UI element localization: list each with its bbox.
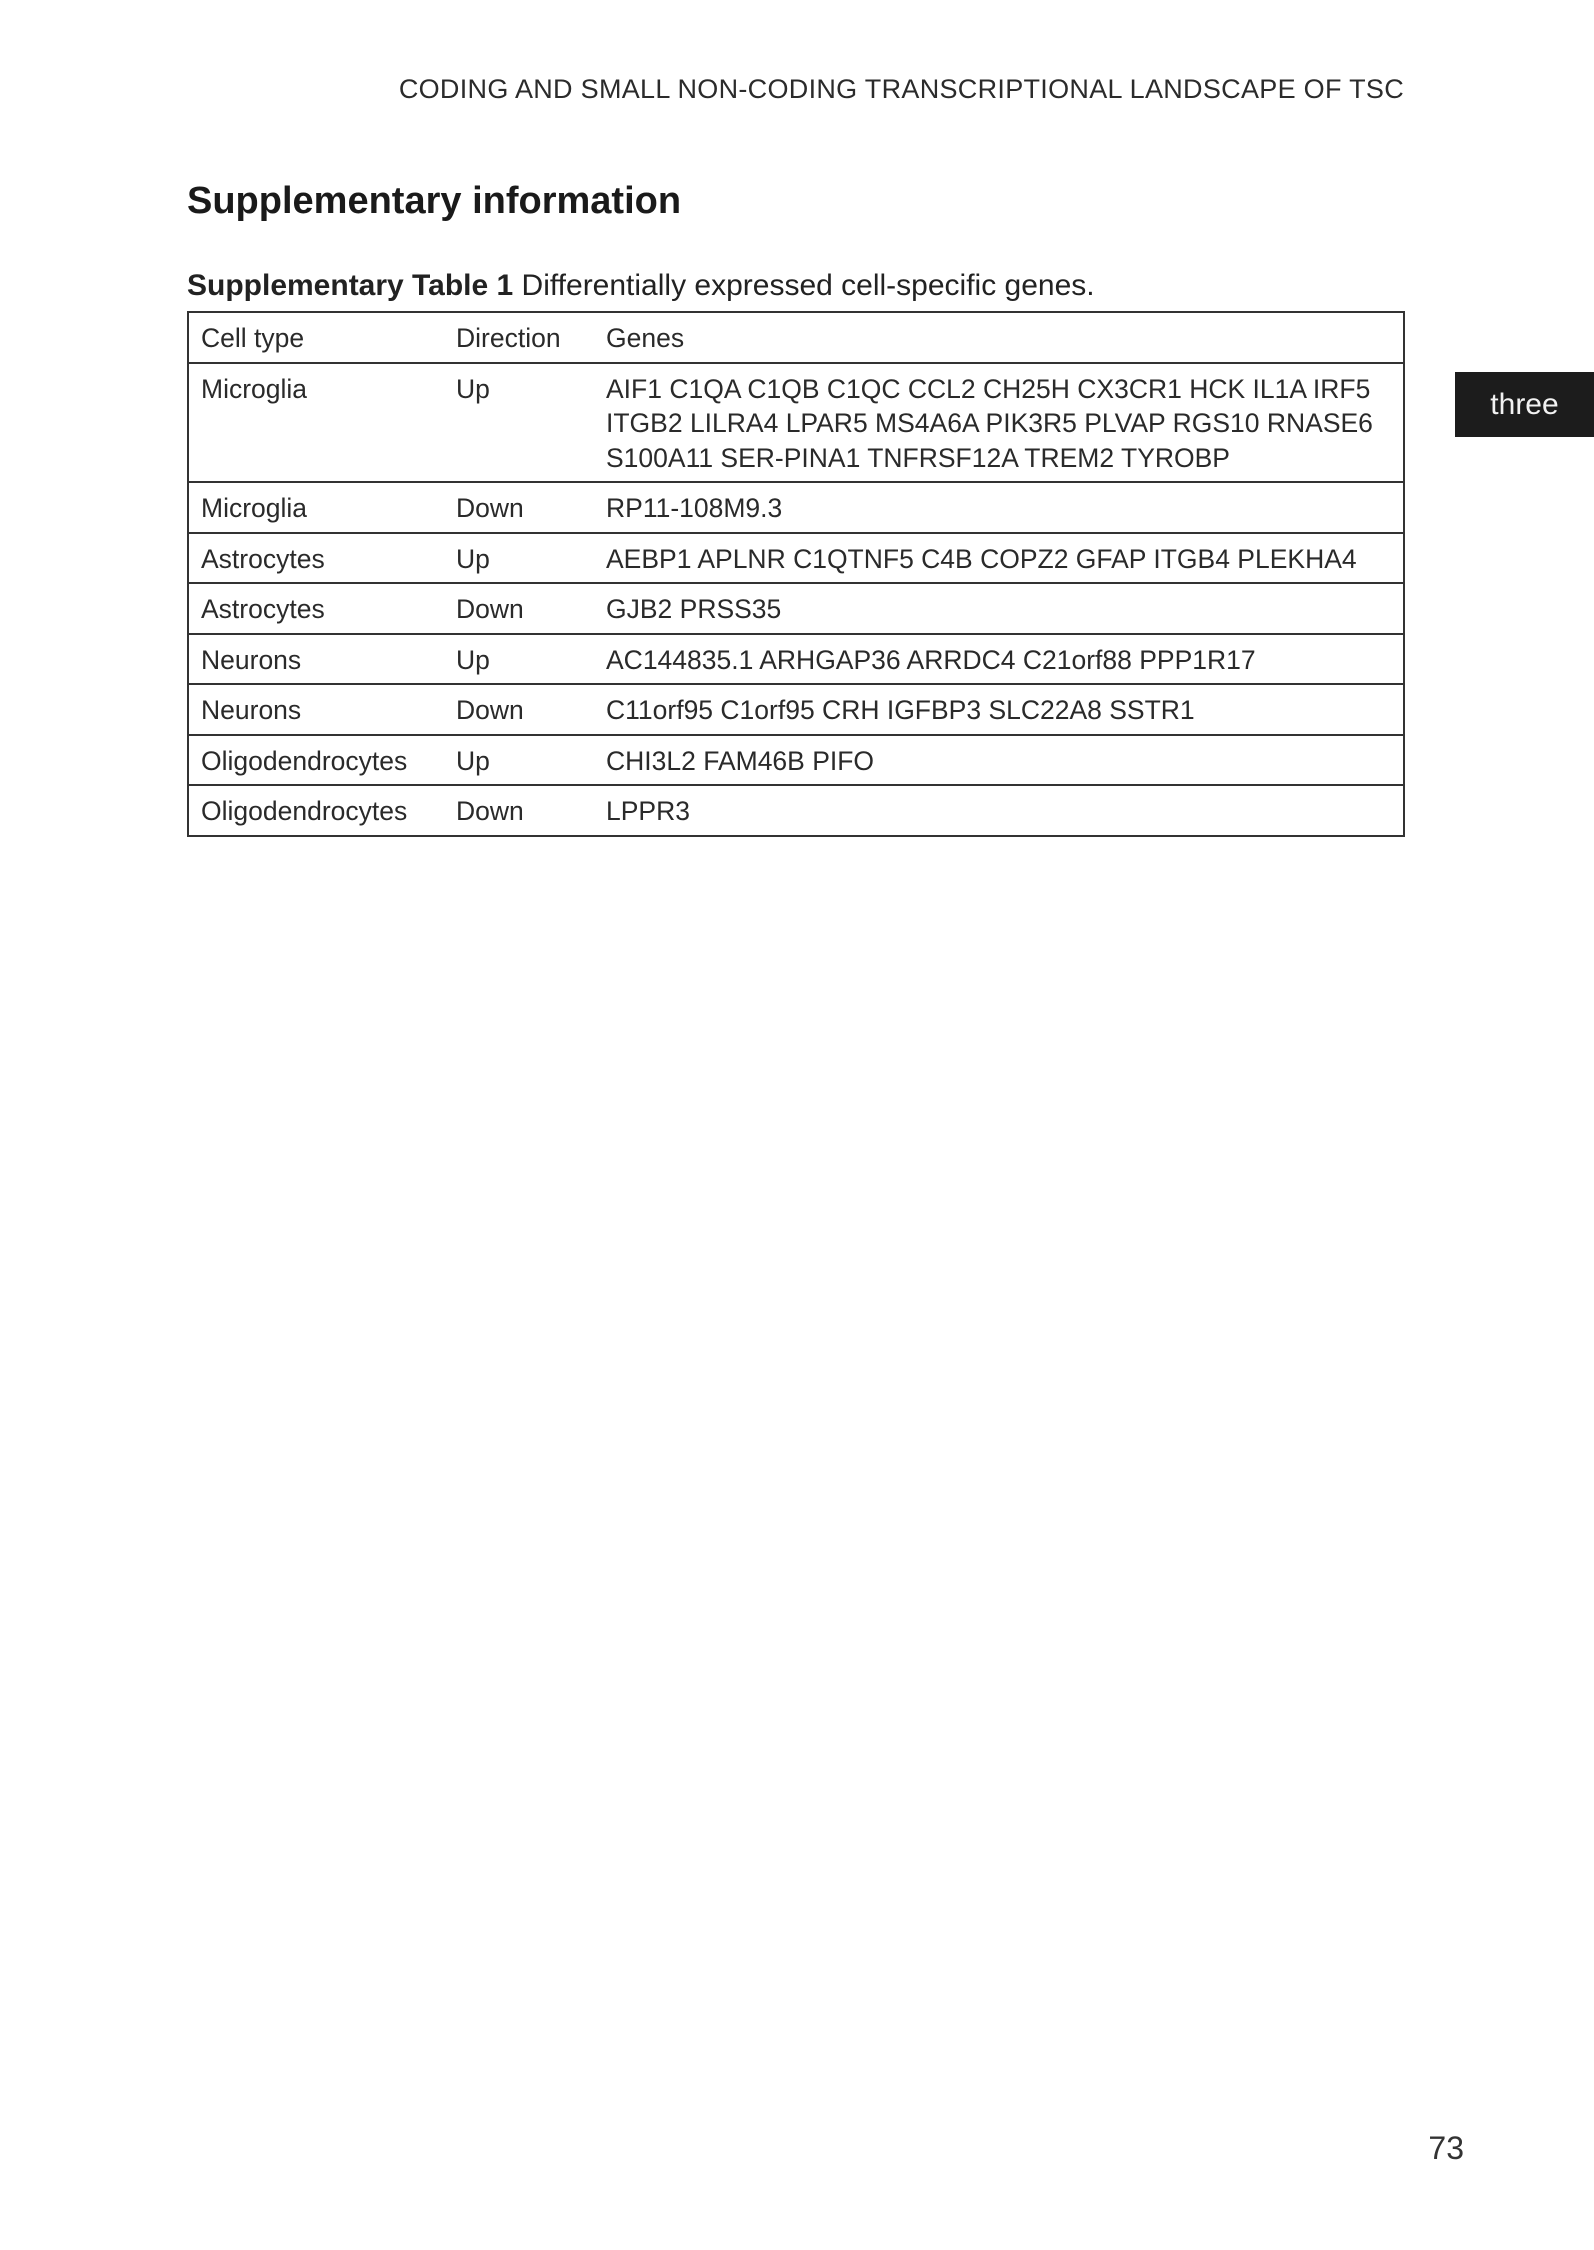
cell-type: Neurons (188, 634, 444, 685)
table-row (188, 363, 1404, 483)
genes: AIF1 C1QA C1QB C1QC CCL2 CH25H CX3CR1 HCK IL1A IRF5 ITGB2 LILRA4 LPAR5 MS4A6A PIK3R5 PLVAP RGS10 RNASE6 S100A11 SER-PINA1 TNFRSF12A TREM2 TYROBP (594, 363, 1404, 483)
table-row (188, 583, 1404, 634)
supplementary-table (187, 311, 1405, 837)
direction: Up (444, 363, 594, 483)
column-header-genes: Genes (594, 312, 1404, 363)
page-number: 73 (1428, 2130, 1464, 2166)
table-caption-text: Differentially expressed cell-specific genes. (513, 269, 1095, 302)
genes: AC144835.1 ARHGAP36 ARRDC4 C21orf88 PPP1R17 (594, 634, 1404, 685)
direction: Up (444, 533, 594, 584)
genes: CHI3L2 FAM46B PIFO (594, 735, 1404, 786)
table-row (188, 735, 1404, 786)
cell-type: Oligodendrocytes (188, 735, 444, 786)
table-row (188, 684, 1404, 735)
table-caption (187, 269, 1095, 303)
direction: Up (444, 634, 594, 685)
cell-type: Astrocytes (188, 583, 444, 634)
section-heading: Supplementary information (187, 180, 682, 222)
direction: Down (444, 583, 594, 634)
table-row (188, 533, 1404, 584)
cell-type: Neurons (188, 684, 444, 735)
cell-type: Microglia (188, 482, 444, 533)
column-header-direction: Direction (444, 312, 594, 363)
direction: Down (444, 684, 594, 735)
table-row (188, 634, 1404, 685)
table-row (188, 482, 1404, 533)
genes: LPPR3 (594, 785, 1404, 836)
direction: Down (444, 785, 594, 836)
genes: RP11-108M9.3 (594, 482, 1404, 533)
chapter-tab: three (1455, 372, 1594, 437)
direction: Up (444, 735, 594, 786)
genes: GJB2 PRSS35 (594, 583, 1404, 634)
direction: Down (444, 482, 594, 533)
table-header-row (188, 312, 1404, 363)
genes: C11orf95 C1orf95 CRH IGFBP3 SLC22A8 SSTR1 (594, 684, 1404, 735)
table-row (188, 785, 1404, 836)
genes: AEBP1 APLNR C1QTNF5 C4B COPZ2 GFAP ITGB4 PLEKHA4 (594, 533, 1404, 584)
column-header-cell-type: Cell type (188, 312, 444, 363)
running-header: CODING AND SMALL NON-CODING TRANSCRIPTIONAL LANDSCAPE OF TSC (398, 74, 1404, 104)
cell-type: Astrocytes (188, 533, 444, 584)
table-caption-label: Supplementary Table 1 (187, 269, 514, 302)
cell-type: Microglia (188, 363, 444, 483)
cell-type: Oligodendrocytes (188, 785, 444, 836)
